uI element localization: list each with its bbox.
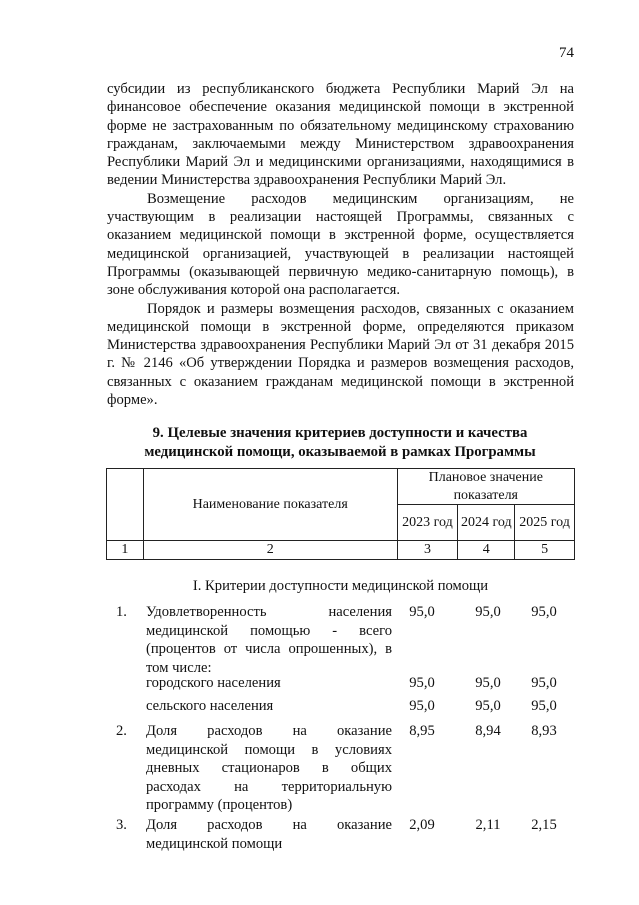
subheading-accessibility-criteria: I. Критерии доступности медицинской помощи (192, 578, 489, 594)
section-title (100, 424, 580, 461)
table-col-number-3: 3 (397, 541, 458, 560)
row-value-2024: 95,0 (475, 604, 501, 620)
table-header-name: Наименование показателя (143, 469, 397, 541)
row-indicator-name: городского населения (146, 675, 281, 691)
section-title-line-2: медицинской помощи, оказываемой в рамках Программы (144, 443, 536, 460)
row-value-2024: 2,11 (475, 817, 501, 833)
table-header-year-2024: 2024 год (458, 505, 515, 541)
table-col-number-1: 1 (107, 541, 144, 560)
table-col-number-4: 4 (458, 541, 515, 560)
row-number: 3. (116, 817, 127, 833)
row-value-2023: 95,0 (409, 698, 435, 714)
row-value-2025: 2,15 (531, 817, 557, 833)
paragraph-reimbursement: Возмещение расходов медицинским организациям, не участвующим в реализации настоящей Программы, связанных с оказанием медицинской помощи в экстренной форме, осуществляется медицинской организацией, участвующей в реализации настоящей Программы (оказывающей первичную медико-санитарную помощь), в зоне обслуживания которой она располагается. (107, 190, 574, 299)
table-header-plan: Плановое значение показателя (397, 469, 574, 505)
row-indicator-name: Доля расходов на оказание медицинской помощи в условиях дневных стационаров в общих расходах на территориальную программу (процентов) (146, 723, 392, 813)
table-header-number-cell (107, 469, 144, 541)
row-value-2024: 8,94 (475, 723, 501, 739)
paragraph-subsidies: субсидии из республиканского бюджета Республики Марий Эл на финансовое обеспечение оказания медицинской помощи в экстренной форме не застрахованным по обязательному медицинскому страхованию гражданам, заключаемыми между Министерством здравоохранения Республики Марий Эл и медицинскими организациями, находящимися в ведении Министерства здравоохранения Республики Марий Эл. (107, 81, 574, 189)
row-value-2024: 95,0 (475, 675, 501, 691)
table-header-year-2023: 2023 год (397, 505, 458, 541)
table-col-number-5: 5 (515, 541, 575, 560)
row-indicator-name: сельского населения (146, 698, 274, 714)
table-header-year-2025: 2025 год (515, 505, 575, 541)
row-value-2023: 95,0 (409, 675, 435, 691)
row-value-2025: 95,0 (531, 675, 557, 691)
paragraph-procedure: Порядок и размеры возмещения расходов, связанных с оказанием медицинской помощи в экстренной форме, определяются приказом Министерства здравоохранения Республики Марий Эл от 31 декабря 2015 г. № 2146 «Об утверждении Порядка и размеров возмещения расходов, связанных с оказанием гражданам медицинской помощи в экстренной форме». (107, 300, 574, 409)
body-text (107, 80, 574, 409)
page-number: 74 (559, 45, 574, 61)
row-value-2024: 95,0 (475, 698, 501, 714)
row-indicator-name: Доля расходов на оказание медицинской помощи (146, 817, 392, 852)
row-value-2023: 95,0 (409, 604, 435, 620)
criteria-table-header (106, 468, 575, 560)
row-value-2023: 2,09 (409, 817, 435, 833)
row-number: 2. (116, 723, 127, 739)
row-value-2025: 95,0 (531, 698, 557, 714)
row-value-2023: 8,95 (409, 723, 435, 739)
row-indicator-name: Удовлетворенность населения медицинской помощью - всего (процентов от числа опрошенных), в том числе: (146, 604, 392, 676)
row-value-2025: 8,93 (531, 723, 557, 739)
row-number: 1. (116, 604, 127, 620)
row-value-2025: 95,0 (531, 604, 557, 620)
table-col-number-2: 2 (143, 541, 397, 560)
section-title-line-1: 9. Целевые значения критериев доступности и качества (152, 425, 528, 441)
